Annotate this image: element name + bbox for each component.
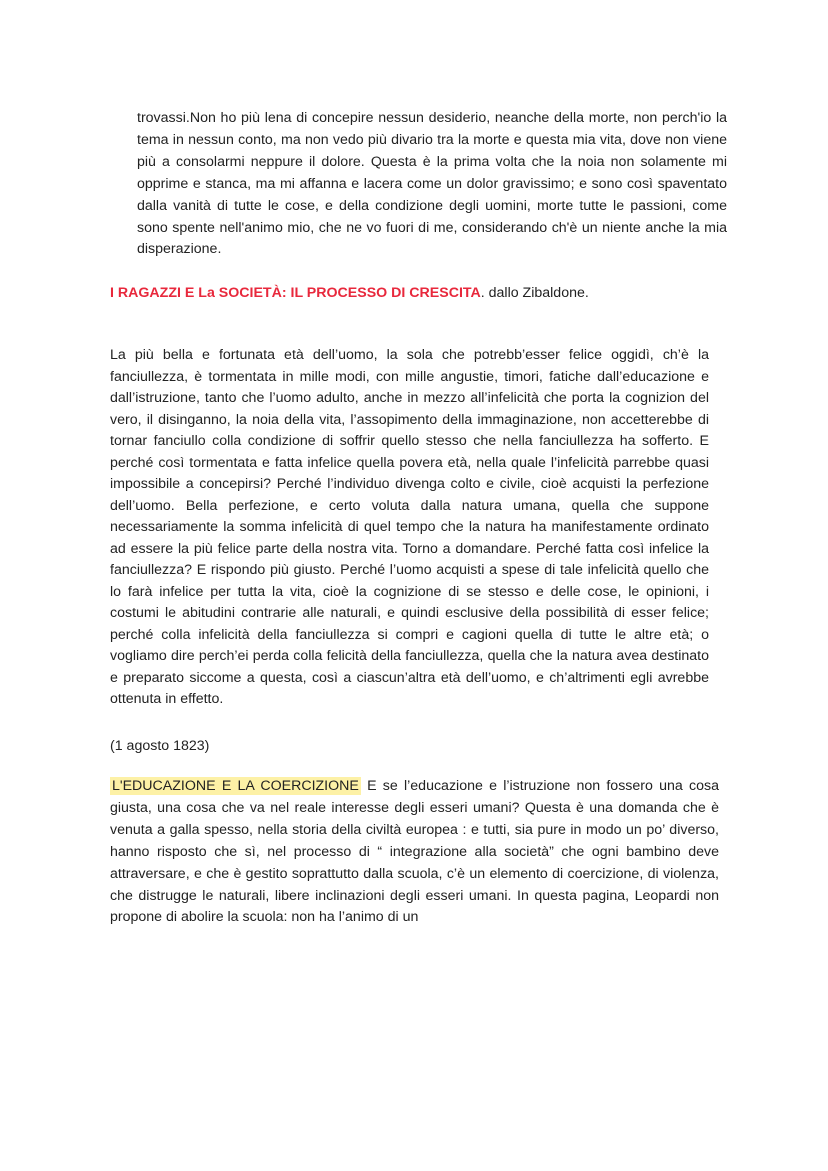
date-line: (1 agosto 1823)	[110, 738, 210, 754]
quote-paragraph	[137, 108, 727, 261]
section-source: . dallo Zibaldone.	[480, 285, 589, 301]
section-title-ragazzi: I RAGAZZI E La SOCIETÀ: IL PROCESSO DI CRESCITA	[110, 285, 481, 301]
educazione-text: E se l’educazione e l’istruzione non fossero una cosa giusta, una cosa che va nel reale interesse degli esseri umani? Questa è una domanda che è venuta a galla spesso, nella storia della civiltà europea : e tutti, sia pure in modo un po’ diverso, hanno risposto che sì, nel processo di “ integrazione alla società” che ogni bambino deve attraversare, e che è gestito soprattutto dalla scuola, c’è un elemento di coercizione, di violenza, che distrugge le naturali, libere inclinazioni degli esseri umani. In questa pagina, Leopardi non propone di abolire la scuola: non ha l’animo di un	[110, 778, 719, 926]
zibaldone-text: La più bella e fortunata età dell’uomo, la sola che potrebb’esser felice oggidì, ch’è la fanciullezza, è tormentata in mille modi, con mille angustie, timori, fatiche dall’educazione e dall’istruzione, tanto che l’uomo adulto, anche in mezzo all’infelicità che porta la cognizion del vero, il disinganno, la noia della vita, l’assopimento della immaginazione, non accetterebbe di tornar fanciullo colla condizione di soffrir quello stesso che nella fanciullezza ha sofferto. E perché così tormentata e fatta infelice quella povera età, nella quale l’infelicità parrebbe quasi impossibile a concepirsi? Perché l’individuo divenga colto e civile, cioè acquisti la perfezione dell’uomo. Bella perfezione, e certo voluta dalla natura umana, quella che suppone necessariamente la somma infelicità di quel tempo che la natura ha manifestamente ordinato ad essere la più felice parte della nostra vita. Torno a domandare. Perché fatta così infelice la fanciullezza? E rispondo più giusto. Perché l’uomo acquisti a spese di tale infelicità quello che lo farà infelice per tutta la vita, cioè la cognizione di se stesso e delle cose, le opinioni, i costumi le abitudini contrarie alle naturali, e quindi esclusive della possibilità di esser felice; perché colla infelicità della fanciullezza si compri e cagioni quella di tutte le altre età; o vogliamo dire perch’ei perda colla felicità della fanciullezza, quella che la natura avea destinato e preparato siccome a questa, così a ciascun’altra età dell’uomo, e ch’altrimenti egli avrebbe ottenuta in effetto.	[110, 347, 709, 707]
quote-text: trovassi.Non ho più lena di concepire nessun desiderio, neanche della morte, non perch'io la tema in nessun conto, ma non vedo più divario tra la morte e questa mia vita, dove non viene più a consolarmi neppure il dolore. Questa è la prima volta che la noia non solamente mi opprime e stanca, ma mi affanna e lacera come un dolor gravissimo; e sono così spaventato dalla vanità di tutte le cose, e della condizione degli uomini, morte tutte le passioni, come sono spente nell'animo mio, che ne vo fuori di me, considerando ch'è un niente anche la mia disperazione.	[137, 110, 727, 258]
zibaldone-paragraph	[110, 345, 709, 711]
section-heading-ragazzi	[110, 282, 730, 304]
educazione-paragraph	[110, 776, 719, 929]
section-title-educazione: L'EDUCAZIONE E LA COERCIZIONE	[112, 778, 359, 794]
